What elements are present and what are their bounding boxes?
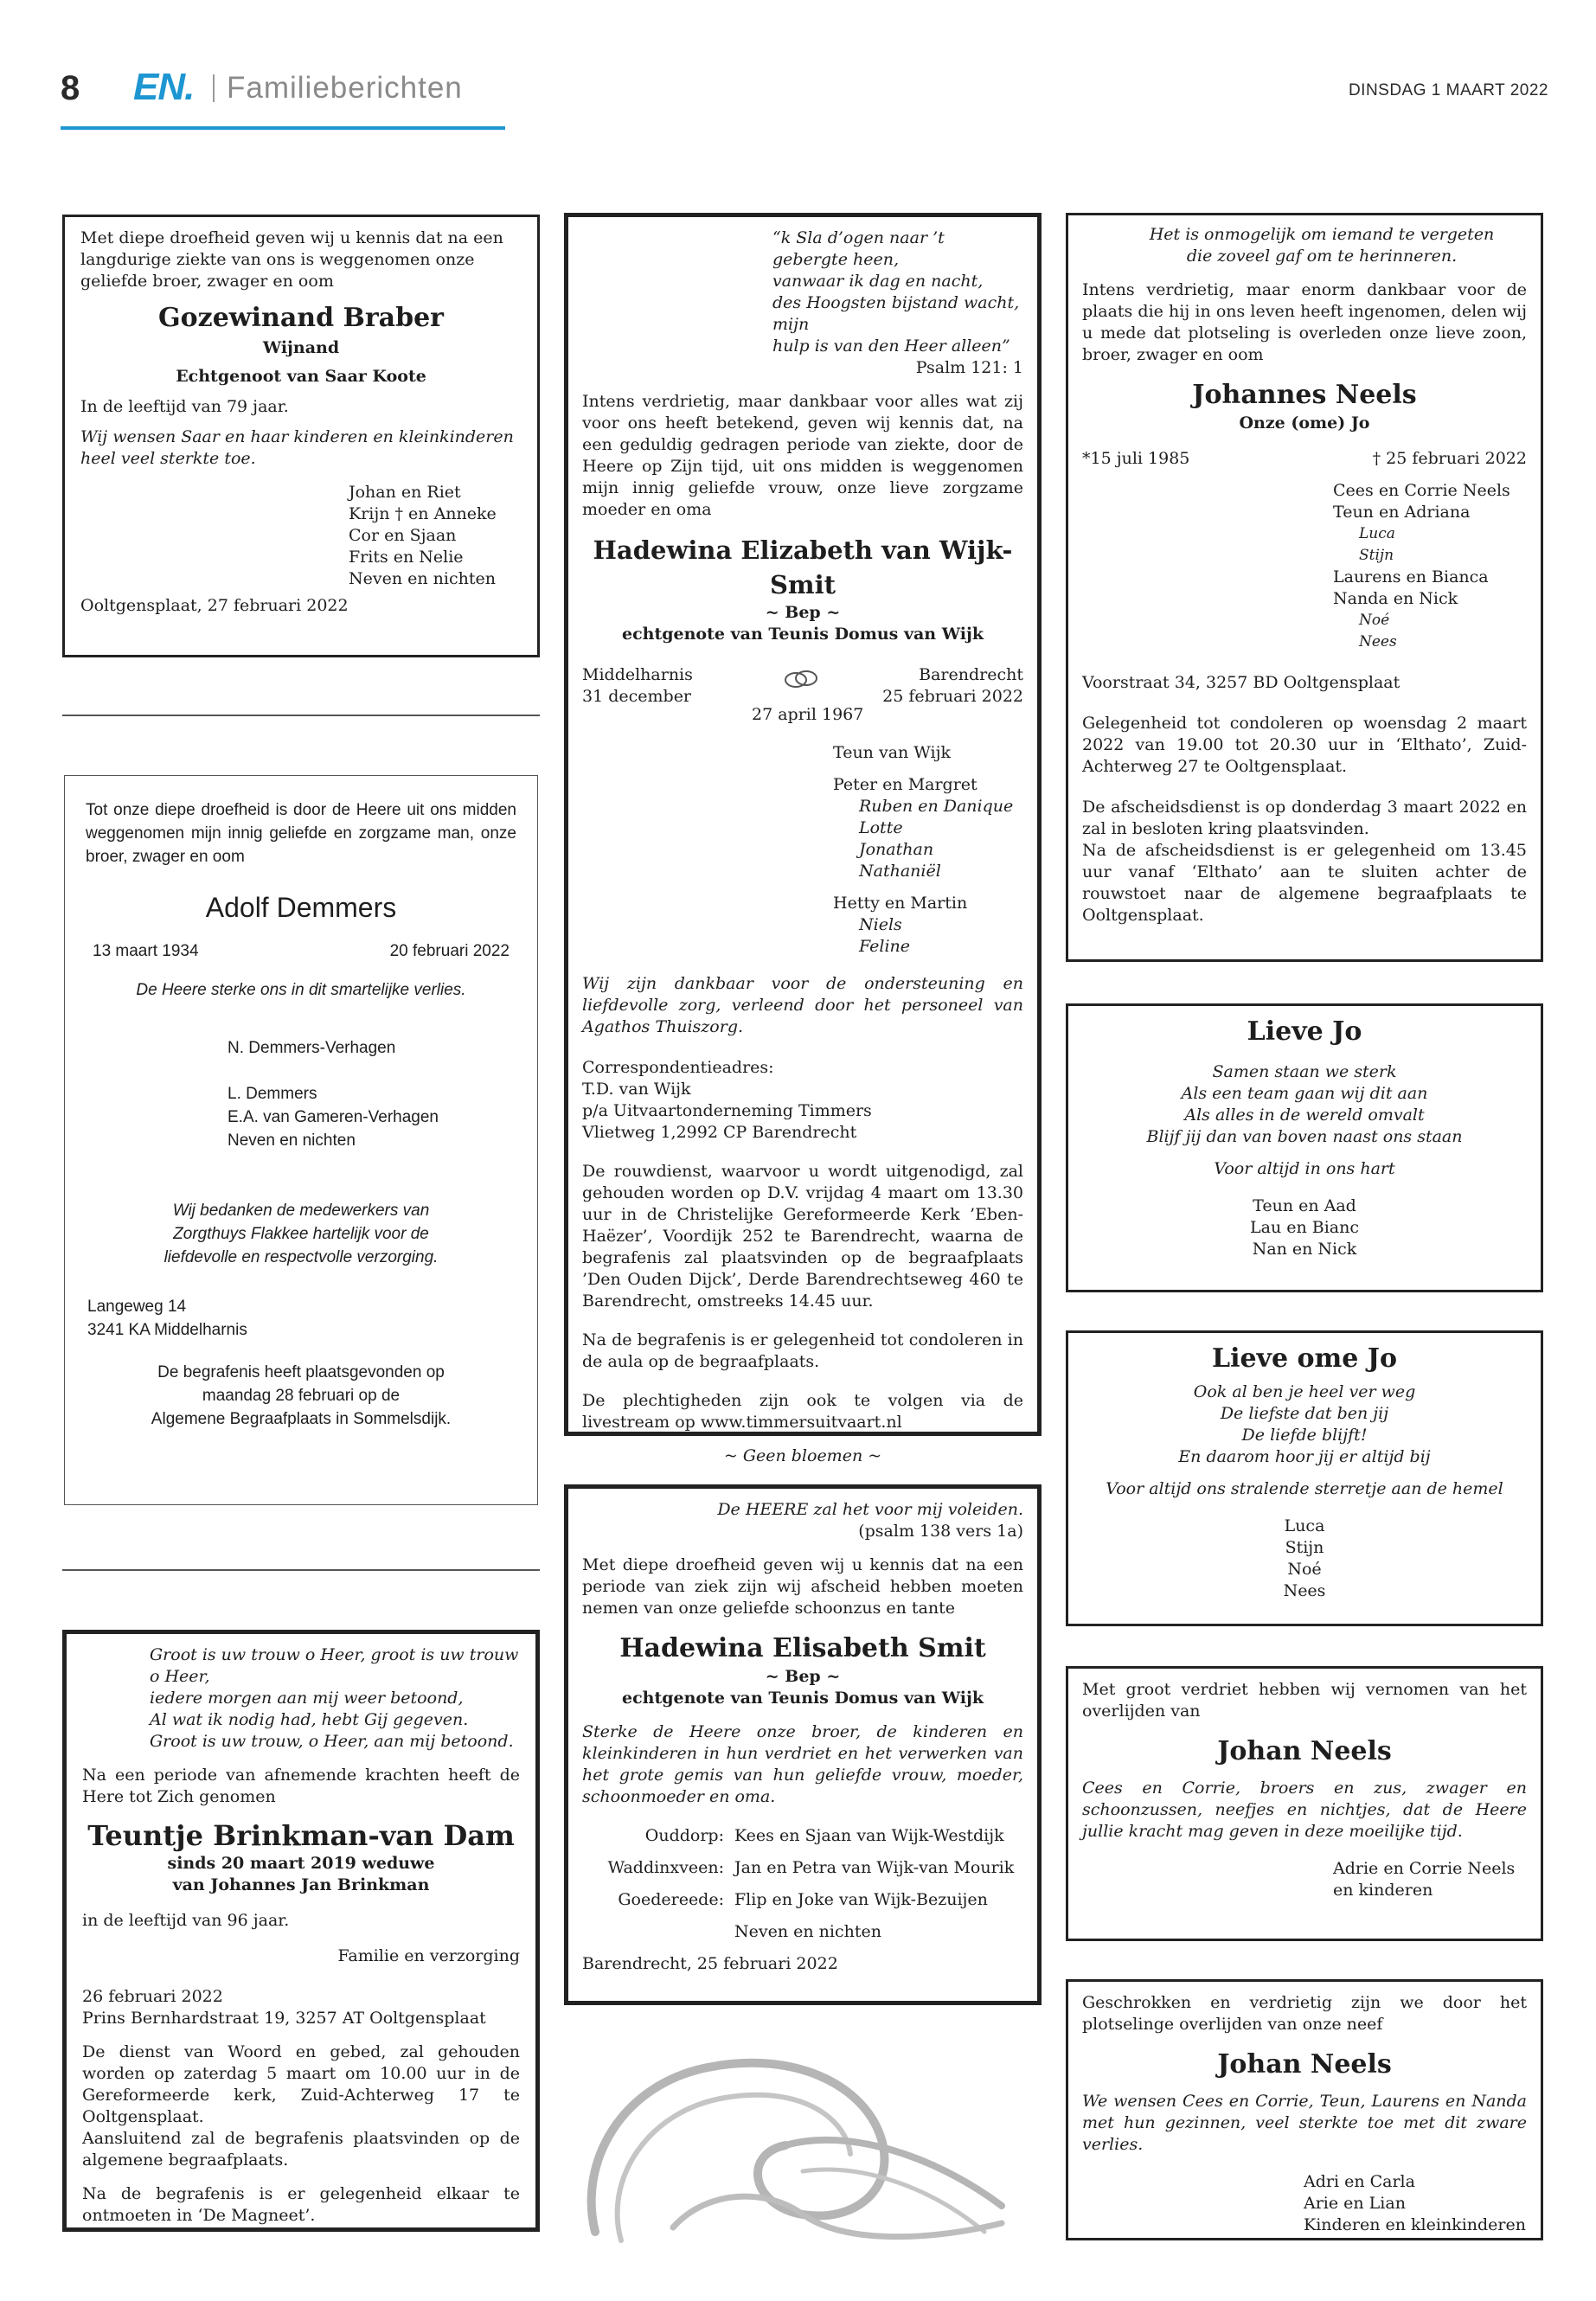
notice-neels: [1066, 213, 1543, 962]
nickname: ~ Bep ~: [765, 1667, 841, 1686]
family-member: Neven en nichten: [228, 1131, 356, 1150]
wedding-rings-icon: [782, 668, 820, 690]
age: in de leeftijd van 96 jaar.: [82, 1911, 290, 1930]
family-names: Kees en Sjaan van Wijk-Westdijk: [734, 1826, 1004, 1845]
quote-ref: (psalm 138 vers 1a): [858, 1522, 1023, 1541]
family-place: Goedereede:: [618, 1890, 724, 1909]
family-table: [582, 1820, 1023, 1948]
condole: Gelegenheid tot condoleren op woensdag 2 maart 2022 van 19.00 tot 20.30 uur in ‘Elthato’, Zuid-Achterweg 27 te Ooltgensplaat.: [1082, 714, 1527, 776]
corr-line: p/a Uitvaartonderneming Timmers: [582, 1101, 872, 1120]
funeral-line: maandag 28 februari op de: [202, 1387, 401, 1405]
deceased-name: Teuntje Brinkman-van Dam: [87, 1819, 515, 1852]
poem-line: De liefste dat ben jij: [1220, 1404, 1389, 1423]
poem: [1082, 1061, 1527, 1148]
intro-text: Met diepe droefheid geven wij u kennis dat na een periode van ziek zijn wij afscheid hebben moeten nemen van onze geliefde schoonzus en tante: [582, 1555, 1023, 1618]
grandchild: Jonathan: [859, 840, 934, 859]
family-member: Nan en Nick: [1252, 1240, 1357, 1259]
family-member: Lau en Bianc: [1250, 1218, 1359, 1237]
poem: [582, 228, 1023, 357]
deceased-name: Adolf Demmers: [205, 892, 397, 923]
corr-line: T.D. van Wijk: [582, 1080, 691, 1099]
family-list: [1082, 1516, 1527, 1602]
family-member: Krijn † en Anneke: [349, 504, 497, 523]
poem-line: Als een team gaan wij dit aan: [1181, 1084, 1428, 1103]
notice-brinkman: [62, 1630, 540, 2232]
wish: Cees en Corrie, broers en zus, zwager en schoonzussen, neefjes en nichtjes, dat de Heere jullie kracht mag geven in deze moeilijke tijd.: [1082, 1779, 1527, 1841]
poem-line: des Hoogsten bijstand wacht, mijn: [772, 293, 1020, 334]
age: In de leeftijd van 79 jaar.: [80, 397, 289, 416]
family-member: Luca: [1359, 525, 1395, 542]
intro-text: Geschrokken en verdrietig zijn we door het plotselinge overlijden van onze neef: [1082, 1993, 1527, 2034]
nickname: Wijnand: [262, 338, 340, 357]
notice-johan-neels-2: [1066, 1979, 1543, 2240]
family-names: Jan en Petra van Wijk-van Mourik: [734, 1858, 1015, 1877]
family-list: [1082, 1858, 1527, 1901]
issue-date: DINSDAG 1 MAART 2022: [1348, 81, 1548, 99]
poem-line: De liefde blijft!: [1241, 1426, 1368, 1445]
nickname: ~ Bep ~: [765, 603, 841, 622]
poem-line: vanwaar ik dag en nacht,: [772, 272, 984, 291]
grandchild: Niels: [859, 915, 902, 934]
title: Lieve Jo: [1247, 1016, 1362, 1047]
burial: Aansluitend zal de begrafenis plaatsvinden op de algemene begraafplaats.: [82, 2129, 520, 2170]
spouse: Echtgenoot van Saar Koote: [176, 367, 426, 386]
wish: Sterke de Heere onze broer, de kinderen en kleinkinderen in hun verdriet en het verwerken van het grote gemis van hun geliefde vrouw, moeder, schoonmoeder en oma.: [582, 1722, 1023, 1806]
deceased-name: Johan Neels: [1217, 1736, 1392, 1766]
family-member: Nees: [1283, 1581, 1326, 1600]
family-member: E.A. van Gameren-Verhagen: [228, 1108, 439, 1126]
life-dates: [1082, 448, 1527, 470]
family-list: [1082, 1195, 1527, 1260]
quote-line: die zoveel gaf om te herinneren.: [1186, 247, 1458, 266]
poem-line: Blijf jij dan van boven naast ons staan: [1146, 1127, 1463, 1146]
life-dates: [582, 664, 1023, 732]
service: De rouwdienst, waarvoor u wordt uitgenodigd, zal gehouden worden op D.V. vrijdag 4 maart om 13.30 uur in de Christelijke Gereformeerde Kerk ’Eben-Haëzer’, Voordijk 252 te Barendrecht, waarna de begrafenis zal plaatsvinden op de begraafplaats ’Den Ouden Dijck’, Derde Barendrechtseweg 460 te Barendrecht, omstreeks 14.45 uur.: [582, 1162, 1023, 1311]
birth-date: *15 juli 1985: [1082, 449, 1190, 468]
grandchild: Lotte: [859, 818, 903, 837]
family-list: [1082, 2171, 1527, 2236]
decorative-swirl-icon: [569, 2033, 1019, 2249]
birth-date: 13 maart 1934: [93, 942, 199, 960]
marriage-date: 27 april 1967: [752, 705, 864, 724]
poem-line: Al wat ik nodig had, hebt Gij gegeven.: [150, 1710, 469, 1729]
family-member: Johan en Riet: [349, 483, 461, 502]
poem-line: Groot is uw trouw o Heer, groot is uw trouw o Heer,: [150, 1645, 519, 1686]
intro-text: Na een periode van afnemende krachten heeft de Here tot Zich genomen: [82, 1766, 520, 1806]
family-list: [582, 742, 1023, 958]
family-member: Teun van Wijk: [833, 743, 951, 762]
family-row: [582, 1820, 1023, 1852]
after-service: Na de afscheidsdienst is er gelegenheid om 13.45 uur vanaf ‘Elthato’ aan te sluiten achter de rouwstoet naar de algemene begraafplaats te Ooltgensplaat.: [1082, 841, 1527, 925]
family-member: L. Demmers: [228, 1085, 317, 1103]
family-member: Cor en Sjaan: [349, 526, 457, 545]
notice-lieve-ome-jo: [1066, 1330, 1543, 1626]
family-member: Teun en Adriana: [1333, 503, 1471, 522]
poem-line: Samen staan we sterk: [1212, 1062, 1397, 1081]
family-list: [80, 482, 522, 590]
poem-line: Groot is uw trouw, o Heer, aan mij betoond.: [150, 1732, 514, 1751]
notice-vanwijk: [564, 213, 1042, 1465]
poem-line: “k Sla d’ogen naar ’t gebergte heen,: [772, 228, 945, 269]
death-date: 20 februari 2022: [389, 942, 510, 960]
poem: [82, 1644, 520, 1753]
deceased-name: Hadewina Elisabeth Smit: [619, 1633, 986, 1663]
family-list: [1082, 480, 1527, 653]
deceased-name: Johan Neels: [1217, 2049, 1392, 2080]
address: Prins Bernhardstraat 19, 3257 AT Ooltgensplaat: [82, 2009, 486, 2028]
service: De afscheidsdienst is op donderdag 3 maart 2022 en zal in besloten kring plaatsvinden.: [1082, 798, 1527, 838]
grandchild: Feline: [859, 937, 911, 956]
nickname: Onze (ome) Jo: [1239, 413, 1370, 433]
title: Lieve ome Jo: [1211, 1343, 1398, 1374]
family-row: [582, 1916, 1023, 1948]
thanks: [86, 1199, 516, 1269]
poem-line: Ook al ben je heel ver weg: [1193, 1382, 1416, 1401]
family-place: Ouddorp:: [644, 1826, 724, 1845]
address-line: Langeweg 14: [87, 1298, 187, 1316]
quote: [1082, 224, 1527, 267]
place-date: Ooltgensplaat, 27 februari 2022: [80, 596, 349, 615]
widow-line: sinds 20 maart 2019 weduwe: [167, 1854, 435, 1873]
poem-line: hulp is van den Heer alleen”: [772, 336, 1010, 356]
logo: EN.: [133, 66, 195, 108]
death-date: 25 februari 2022: [882, 687, 1023, 706]
corr-label: Correspondentieadres:: [582, 1058, 774, 1077]
thanks: Wij zijn dankbaar voor de ondersteuning en liefdevolle zorg, verleend door het personeel van Agathos Thuiszorg.: [582, 974, 1023, 1036]
family-member: Arie en Lian: [1304, 2194, 1406, 2213]
poem-line: iedere morgen aan mij weer betoond,: [150, 1689, 464, 1708]
intro-text: Intens verdrietig, maar enorm dankbaar voor de plaats die hij in ons leven heeft ingenomen, delen wij u mede dat plotseling is overleden onze lieve zoon, broer, zwager en oom: [1082, 280, 1527, 364]
death-date: † 25 februari 2022: [1372, 449, 1527, 468]
deceased-name: Hadewina Elizabeth van Wijk-Smit: [593, 535, 1013, 599]
poem: [1082, 1381, 1527, 1468]
family-member: en kinderen: [1333, 1881, 1433, 1900]
livestream: De plechtigheden zijn ook te volgen via de livestream op www.timmersuitvaart.nl: [582, 1391, 1023, 1432]
date: 26 februari 2022: [82, 1987, 223, 2006]
wish: Wij wensen Saar en haar kinderen en kleinkinderen heel veel sterkte toe.: [80, 427, 514, 468]
grandchild: Ruben en Danique: [859, 797, 1014, 816]
family-member: Nees: [1359, 633, 1397, 651]
family-place: [582, 1916, 734, 1948]
intro-text: Intens verdrietig, maar dankbaar voor alles wat zij voor ons heeft betekend, geven wij kennis dat, na een geduldig gedragen periode van ziekte, door de Heere op Zijn tijd, uit ons midden is weggenomen mijn innig geliefde vrouw, onze lieve zorgzame moeder en oma: [582, 392, 1023, 519]
wish: We wensen Cees en Corrie, Teun, Laurens en Nanda met hun gezinnen, veel sterkte toe met dit zware verlies.: [1082, 2092, 1527, 2154]
birth-date: 31 december: [582, 687, 692, 706]
death-place: Barendrecht: [919, 665, 1023, 684]
family-member: Frits en Nelie: [349, 548, 464, 567]
thanks-line: Zorgthuys Flakkee hartelijk voor de: [173, 1225, 429, 1243]
family-member: Laurens en Bianca: [1333, 567, 1489, 586]
intro-text: Met diepe droefheid geven wij u kennis dat na een langdurige ziekte van ons is weggenomen onze geliefde broer, zwager en oom: [80, 228, 503, 291]
notice-demmers: [64, 775, 538, 1505]
separator: [62, 715, 540, 716]
closing-line: Voor altijd in ons hart: [1214, 1159, 1395, 1178]
page-number: 8: [61, 69, 80, 107]
family-member: Stijn: [1285, 1538, 1324, 1557]
quote: De HEERE zal het voor mij voleiden.: [717, 1500, 1023, 1519]
meeting: Na de begrafenis is er gelegenheid elkaar te ontmoeten in ‘De Magneet’.: [82, 2184, 520, 2225]
family-member: Adrie en Corrie Neels: [1333, 1859, 1516, 1878]
family-member: Cees en Corrie Neels: [1333, 481, 1510, 500]
notice-lieve-jo: [1066, 1003, 1543, 1292]
address: [86, 1295, 516, 1342]
intro-text: Met groot verdriet hebben wij vernomen van het overlijden van: [1082, 1680, 1527, 1721]
family-member: Adri en Carla: [1304, 2172, 1415, 2191]
notice-braber: [62, 215, 540, 657]
address: Voorstraat 34, 3257 BD Ooltgensplaat: [1082, 673, 1401, 692]
family-member: Neven en nichten: [349, 569, 496, 588]
spouse: echtgenote van Teunis Domus van Wijk: [622, 1689, 984, 1708]
header-rule: [61, 126, 505, 130]
family-member: Luca: [1284, 1516, 1325, 1535]
place-date: Barendrecht, 25 februari 2022: [582, 1954, 838, 1973]
service: De dienst van Woord en gebed, zal gehouden worden op zaterdag 5 maart om 10.00 uur in de Gereformeerde kerk, Zuid-Achterweg 17 te Ooltgensplaat.: [82, 2042, 520, 2126]
notice-johan-neels-1: [1066, 1666, 1543, 1941]
family-list: [86, 1036, 516, 1152]
intro-text: Tot onze diepe droefheid is door de Heere uit ons midden weggenomen mijn innig geliefde en zorgzame man, onze broer, zwager en oom: [86, 801, 516, 866]
family-row: [582, 1884, 1023, 1916]
thanks-line: liefdevolle en respectvolle verzorging.: [163, 1248, 439, 1266]
widow-line: van Johannes Jan Brinkman: [172, 1875, 430, 1894]
separator: [62, 1569, 540, 1571]
family-member: N. Demmers-Verhagen: [228, 1039, 396, 1057]
family-member: Hetty en Martin: [833, 894, 968, 913]
header-divider: [213, 74, 215, 102]
section-title: Familieberichten: [227, 71, 463, 105]
poem-line: Als alles in de wereld omvalt: [1184, 1106, 1425, 1125]
funeral-info: [86, 1361, 516, 1431]
life-dates: [86, 939, 516, 963]
family-names: Flip en Joke van Wijk-Bezuijen: [734, 1890, 988, 1909]
page-header: [61, 61, 1548, 130]
quote-line: Het is onmogelijk om iemand te vergeten: [1149, 225, 1495, 244]
psalm: Psalm 121: 1: [915, 358, 1023, 377]
family-member: Stijn: [1359, 547, 1394, 564]
quote: De Heere sterke ons in dit smartelijke verlies.: [136, 981, 466, 999]
family-row: [582, 1852, 1023, 1884]
family-member: Nanda en Nick: [1333, 589, 1458, 608]
funeral-line: De begrafenis heeft plaatsgevonden op: [157, 1363, 445, 1381]
grandchild: Nathaniël: [859, 862, 941, 881]
condole: Na de begrafenis is er gelegenheid tot condoleren in de aula op de begraafplaats.: [582, 1330, 1023, 1371]
poem-line: En daarom hoor jij er altijd bij: [1178, 1447, 1431, 1466]
thanks-line: Wij bedanken de medewerkers van: [172, 1202, 430, 1220]
family-place: Waddinxveen:: [607, 1858, 724, 1877]
family-member: Noé: [1359, 612, 1390, 629]
corr-line: Vlietweg 1,2992 CP Barendrecht: [582, 1123, 857, 1142]
funeral-line: Algemene Begraafplaats in Sommelsdijk.: [151, 1410, 452, 1428]
no-flowers: ~ Geen bloemen ~: [723, 1446, 882, 1465]
birth-place: Middelharnis: [582, 665, 693, 684]
deceased-name: Johannes Neels: [1192, 380, 1417, 410]
closing-line: Voor altijd ons stralende sterretje aan de hemel: [1106, 1479, 1503, 1498]
deceased-name: Gozewinand Braber: [158, 303, 444, 333]
address-line: 3241 KA Middelharnis: [87, 1321, 247, 1339]
spouse: echtgenote van Teunis Domus van Wijk: [622, 625, 984, 644]
family-member: Teun en Aad: [1253, 1196, 1356, 1215]
family-member: Kinderen en kleinkinderen: [1304, 2215, 1526, 2234]
notice-smit: [564, 1484, 1042, 2005]
family-member: Noé: [1287, 1560, 1322, 1579]
family: Familie en verzorging: [337, 1946, 520, 1965]
family-names: Neven en nichten: [734, 1922, 881, 1941]
family-member: Peter en Margret: [833, 775, 977, 794]
